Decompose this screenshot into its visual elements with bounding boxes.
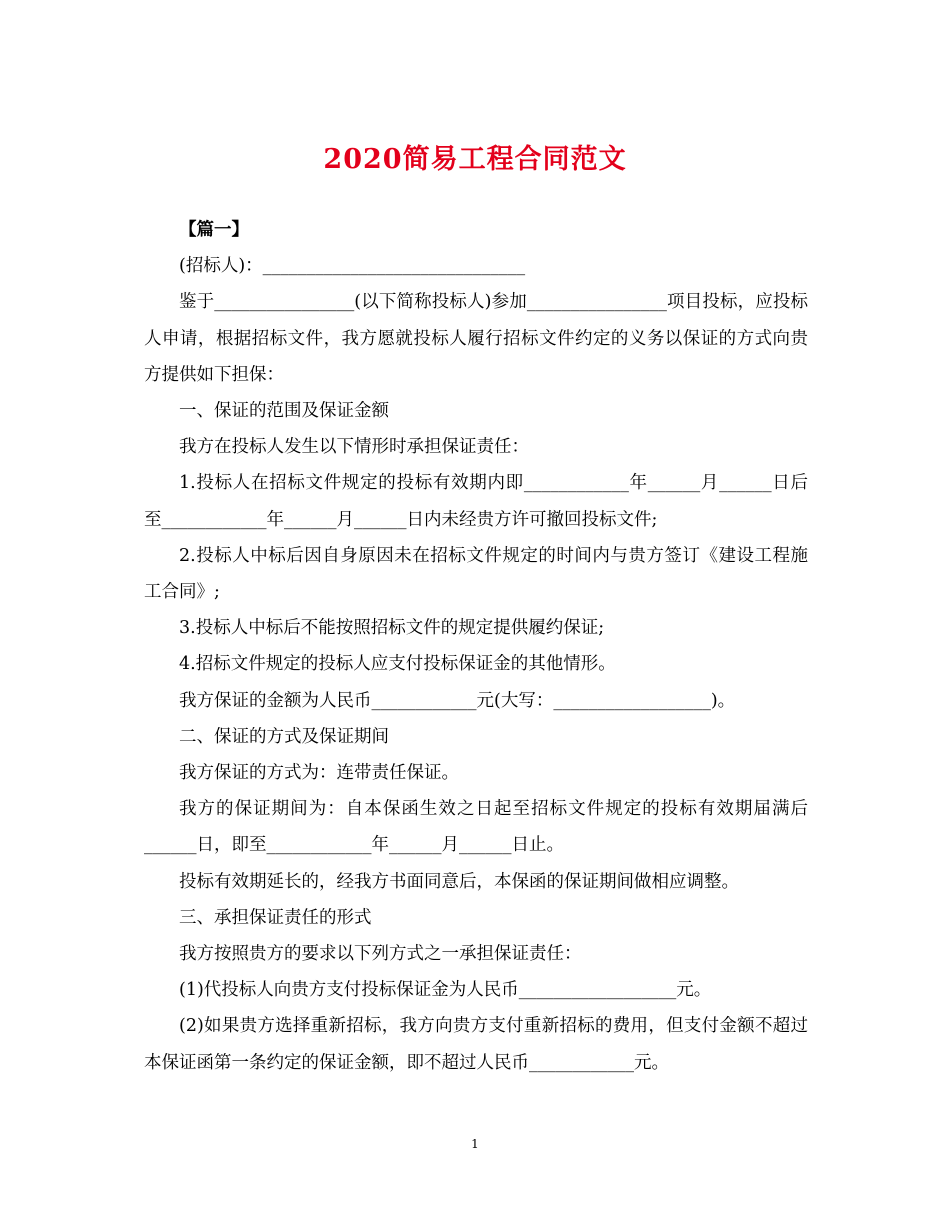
paragraph-tenderer: (招标人)：______________________________	[179, 256, 526, 277]
paragraph-liability-form: 我方按照贵方的要求以下列方式之一承担保证责任：	[179, 944, 582, 965]
heading-liability-form: 三、承担保证责任的形式	[179, 907, 372, 928]
paragraph-amount: 我方保证的金额为人民币____________元(大写：__________________)。	[179, 690, 736, 711]
list-item-3: 3.投标人中标后不能按照招标文件的规定提供履约保证;	[179, 618, 605, 639]
paragraph-period: 我方的保证期间为：自本保函生效之日起至招标文件规定的投标有效期届满后______日，即至____________年______月______日止。	[144, 799, 808, 856]
paragraph-method: 我方保证的方式为：连带责任保证。	[179, 763, 459, 784]
section-label: 【篇一】	[179, 220, 249, 240]
heading-method-period: 二、保证的方式及保证期间	[179, 726, 389, 747]
paragraph-whereas: 鉴于________________(以下简称投标人)参加________________项目投标，应投标人申请，根据招标文件，我方愿就投标人履行招标文件约定的义务以保证的方式向贵方提供如下担保：	[144, 292, 808, 385]
list-item-1: 1.投标人在招标文件规定的投标有效期内即____________年______月______日后至____________年______月______日内未经贵方许可撤回投标文件;	[144, 473, 808, 530]
list-item-4: 4.招标文件规定的投标人应支付投标保证金的其他情形。	[179, 654, 616, 675]
list-item-form-1: (1)代投标人向贵方支付投标保证金为人民币__________________元。	[179, 980, 712, 1001]
list-item-2: 2.投标人中标后因自身原因未在招标文件规定的时间内与贵方签订《建设工程施工合同》;	[144, 545, 808, 603]
paragraph-extension: 投标有效期延长的，经我方书面同意后，本保函的保证期间做相应调整。	[179, 871, 739, 892]
heading-scope-amount: 一、保证的范围及保证金额	[179, 401, 389, 422]
document-body	[144, 212, 808, 1081]
list-item-form-2: (2)如果贵方选择重新招标，我方向贵方支付重新招标的费用，但支付金额不超过本保证函第一条约定的保证金额，即不超过人民币____________元。	[144, 1016, 808, 1073]
document-title: 2020简易工程合同范文	[323, 144, 627, 175]
paragraph-liability-cases: 我方在投标人发生以下情形时承担保证责任：	[179, 437, 529, 458]
page-number: 1	[471, 1137, 479, 1151]
